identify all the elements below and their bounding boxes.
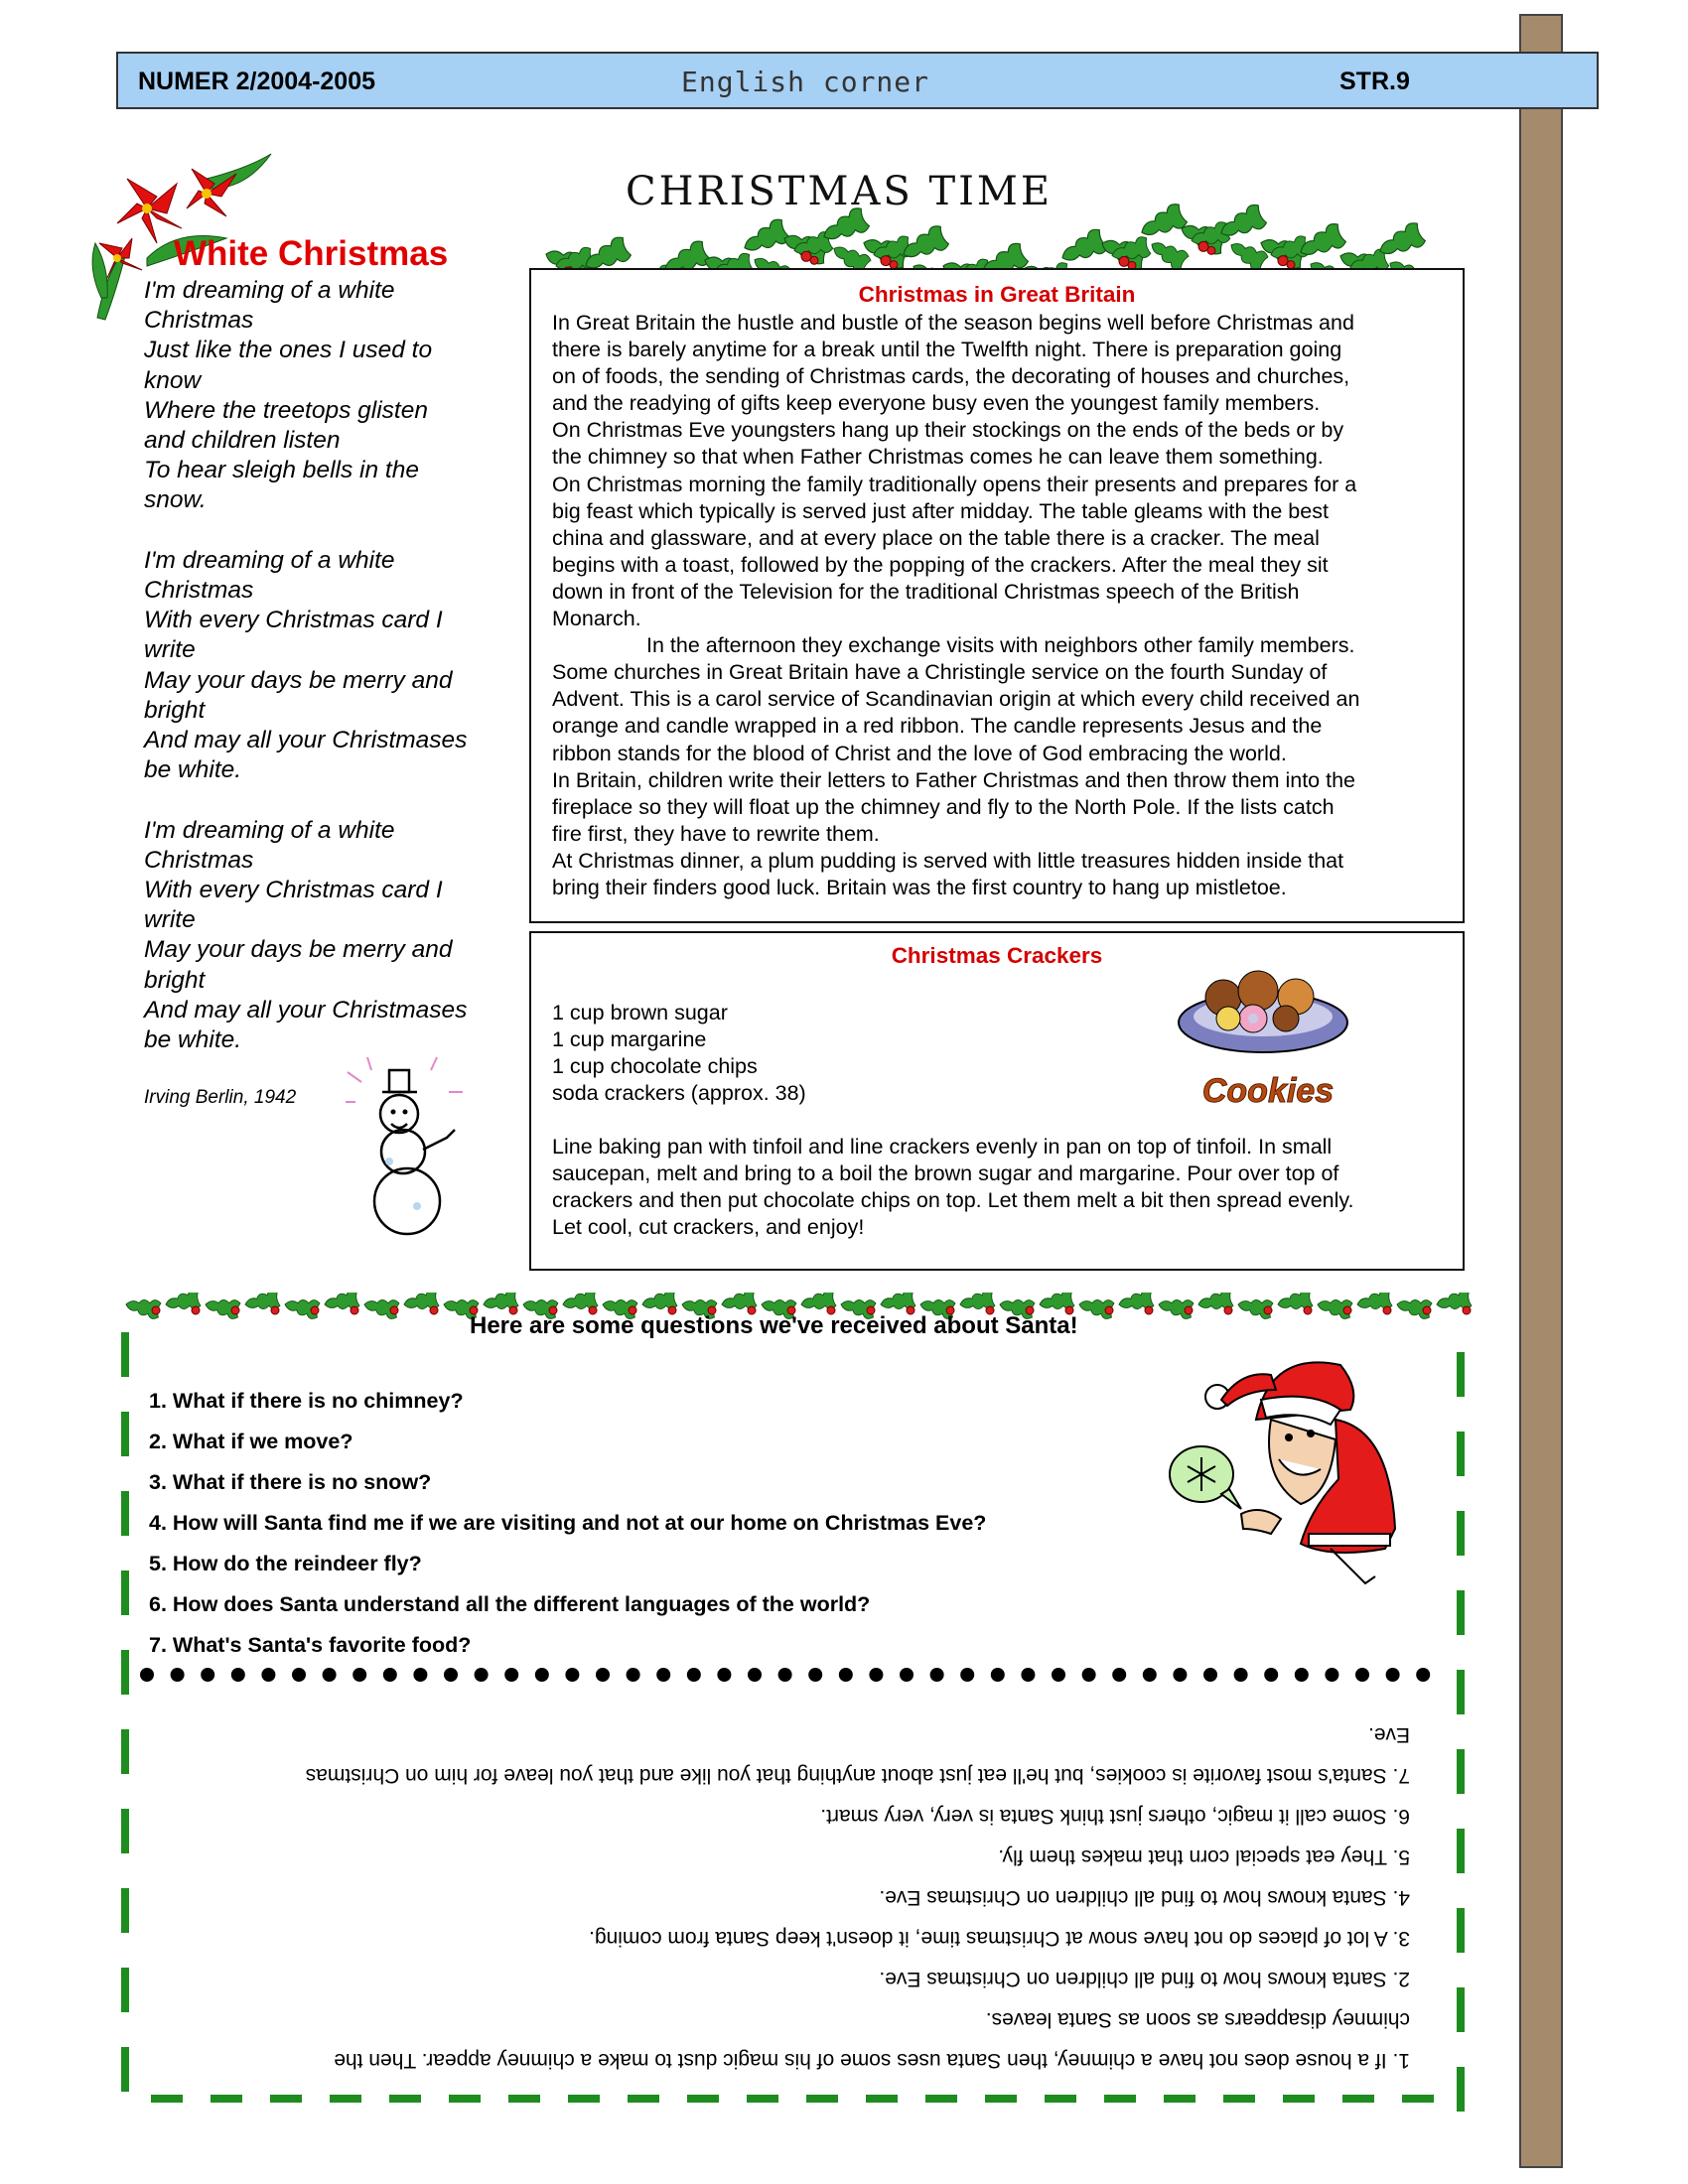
poem-title: White Christmas bbox=[174, 234, 449, 273]
cookies-label: Cookies bbox=[1201, 1072, 1335, 1110]
poem-text bbox=[144, 276, 501, 1055]
poem-line bbox=[144, 785, 501, 815]
poem-line: With every Christmas card I bbox=[144, 607, 443, 634]
article-line: On Christmas Eve youngsters hang up their stockings on the ends of the beds or by bbox=[552, 418, 1344, 443]
answer-line: 1. If a house does not have a chimney, then Santa uses some of his magic dust to make a chimney appear. Then the bbox=[334, 2049, 1410, 2072]
poem-line: know bbox=[144, 366, 202, 394]
poem-line: be white. bbox=[144, 756, 242, 784]
poem-line: With every Christmas card I bbox=[144, 877, 443, 904]
ingredient-item: 1 cup margarine bbox=[552, 1027, 707, 1052]
ingredient-item: soda crackers (approx. 38) bbox=[552, 1081, 806, 1106]
question-item: 4. How will Santa find me if we are visiting and not at our home on Christmas Eve? bbox=[149, 1511, 987, 1535]
poem-line: and children listen bbox=[144, 427, 341, 455]
ingredient-item: 1 cup brown sugar bbox=[552, 1001, 728, 1024]
article-line: In Britain, children write their letters to Father Christmas and then throw them into the bbox=[552, 767, 1356, 792]
method-line: Line baking pan with tinfoil and line crackers evenly in pan on top of tinfoil. In small bbox=[552, 1135, 1333, 1159]
ingredient-list bbox=[552, 1000, 1108, 1107]
answer-line: Eve. bbox=[1367, 1723, 1410, 1746]
poem-line: I'm dreaming of a white bbox=[144, 546, 395, 574]
article-line: In the afternoon they exchange visits with neighbors other family members. bbox=[646, 633, 1355, 658]
poem-line: be white. bbox=[144, 1026, 242, 1054]
poem-line: write bbox=[144, 636, 196, 664]
question-item: 3. What if there is no snow? bbox=[149, 1470, 432, 1494]
poem-line: I'm dreaming of a white bbox=[144, 816, 395, 844]
method-line: crackers and then put chocolate chips on top. Let them melt a bit then spread evenly. bbox=[552, 1188, 1354, 1213]
great-britain-body bbox=[552, 310, 1451, 901]
poem-line: Christmas bbox=[144, 577, 254, 605]
answers-upside-down bbox=[189, 1698, 1410, 2075]
question-item: 7. What's Santa's favorite food? bbox=[149, 1633, 472, 1657]
article-line: down in front of the Television for the traditional Christmas speech of the British bbox=[552, 579, 1300, 604]
great-britain-heading: Christmas in Great Britain bbox=[858, 282, 1136, 307]
poem-line: And may all your Christmases bbox=[144, 996, 468, 1024]
answer-line: 2. Santa knows how to find all children on Christmas Eve. bbox=[879, 1968, 1410, 1990]
article-line: Monarch. bbox=[552, 607, 641, 631]
article-line: begins with a toast, followed by the popping of the crackers. After the meal they sit bbox=[552, 552, 1329, 577]
poem-line: snow. bbox=[144, 486, 207, 514]
poem-line: bright bbox=[144, 966, 206, 994]
answer-line: 7. Santa's most favorite is cookies, but he'll eat just about anything that you like and that you leave for him on Christmas bbox=[305, 1764, 1410, 1787]
article-line: bring their finders good luck. Britain was the first country to hang up mistletoe. bbox=[552, 875, 1287, 899]
poem-line: To hear sleigh bells in the bbox=[144, 457, 419, 484]
article-line: on of foods, the sending of Christmas cards, the decorating of houses and churches, bbox=[552, 364, 1350, 389]
answer-line: 6. Some call it magic, others just think Santa is very, very smart. bbox=[820, 1805, 1410, 1828]
article-line: fire first, they have to rewrite them. bbox=[552, 821, 880, 846]
poem-line: I'm dreaming of a white bbox=[144, 277, 395, 304]
santa-icon bbox=[1162, 1330, 1410, 1588]
great-britain-article bbox=[529, 268, 1465, 923]
answer-line: 5. They eat special corn that makes them fly. bbox=[998, 1845, 1410, 1868]
crackers-recipe bbox=[529, 931, 1465, 1271]
article-line: china and glassware, and at every place on the table there is a cracker. The meal bbox=[552, 525, 1320, 550]
article-line: In Great Britain the hustle and bustle of the season begins well before Christmas and bbox=[552, 311, 1354, 335]
question-item: 5. How do the reindeer fly? bbox=[149, 1552, 422, 1575]
article-line: On Christmas morning the family traditionally opens their presents and prepares for a bbox=[552, 472, 1357, 496]
method-line: Let cool, cut crackers, and enjoy! bbox=[552, 1215, 865, 1240]
article-line: Advent. This is a carol service of Scandinavian origin at which every child received an bbox=[552, 687, 1360, 712]
article-line: At Christmas dinner, a plum pudding is served with little treasures hidden inside that bbox=[552, 848, 1344, 873]
poem-line: And may all your Christmases bbox=[144, 727, 468, 754]
article-line: the chimney so that when Father Christmas comes he can leave them something. bbox=[552, 445, 1324, 470]
ingredient-item: 1 cup chocolate chips bbox=[552, 1054, 758, 1079]
poem-line: write bbox=[144, 906, 196, 934]
crackers-heading: Christmas Crackers bbox=[891, 943, 1103, 968]
question-item: 1. What if there is no chimney? bbox=[149, 1389, 464, 1413]
issue-number: NUMER 2/2004-2005 bbox=[138, 68, 376, 95]
poem-line: Christmas bbox=[144, 846, 254, 874]
page-header bbox=[116, 52, 1599, 109]
article-line: ribbon stands for the blood of Christ and the love of God embracing the world. bbox=[552, 741, 1287, 765]
poem-line bbox=[144, 516, 501, 546]
answer-line: chimney disappears as soon as Santa leaves. bbox=[985, 2008, 1410, 2031]
article-line: and the readying of gifts keep everyone busy even the youngest family members. bbox=[552, 391, 1321, 416]
answer-line: 3. A lot of places do not have snow at Christmas time, it doesn't keep Santa from coming. bbox=[589, 1927, 1410, 1950]
method-line: saucepan, melt and bring to a boil the brown sugar and margarine. Pour over top of bbox=[552, 1161, 1339, 1186]
questions-list bbox=[149, 1386, 1122, 1671]
poem-line: Just like the ones I used to bbox=[144, 337, 433, 364]
poem-author: Irving Berlin, 1942 bbox=[144, 1087, 297, 1108]
article-line: orange and candle wrapped in a red ribbon. The candle represents Jesus and the bbox=[552, 714, 1323, 739]
section-title: English corner bbox=[681, 66, 930, 98]
cookies-icon bbox=[1169, 953, 1367, 1117]
recipe-method bbox=[552, 1134, 1451, 1241]
article-line: Some churches in Great Britain have a Christingle service on the fourth Sunday of bbox=[552, 660, 1328, 685]
article-line: there is barely anytime for a break until the Twelfth night. There is preparation going bbox=[552, 338, 1342, 362]
question-item: 2. What if we move? bbox=[149, 1430, 353, 1453]
question-item: 6. How does Santa understand all the different languages of the world? bbox=[149, 1592, 871, 1616]
poem-line: May your days be merry and bbox=[144, 666, 453, 694]
poem-line: bright bbox=[144, 696, 206, 724]
side-bar bbox=[1519, 14, 1563, 2168]
snowman-icon bbox=[338, 1052, 477, 1241]
article-line: big feast which typically is served just after midday. The table gleams with the best bbox=[552, 498, 1329, 523]
page-number: STR.9 bbox=[1339, 68, 1410, 95]
dot-divider bbox=[139, 1665, 1440, 1685]
poem-line: Where the treetops glisten bbox=[144, 396, 428, 424]
page-title: CHRISTMAS TIME bbox=[626, 169, 1054, 214]
poem-line: May your days be merry and bbox=[144, 936, 453, 964]
poem-line: Christmas bbox=[144, 307, 254, 335]
questions-heading: Here are some questions we've received about Santa! bbox=[470, 1312, 1078, 1339]
answer-line: 4. Santa knows how to find all children on Christmas Eve. bbox=[879, 1886, 1410, 1909]
article-line: fireplace so they will float up the chimney and fly to the North Pole. If the lists catch bbox=[552, 794, 1335, 819]
